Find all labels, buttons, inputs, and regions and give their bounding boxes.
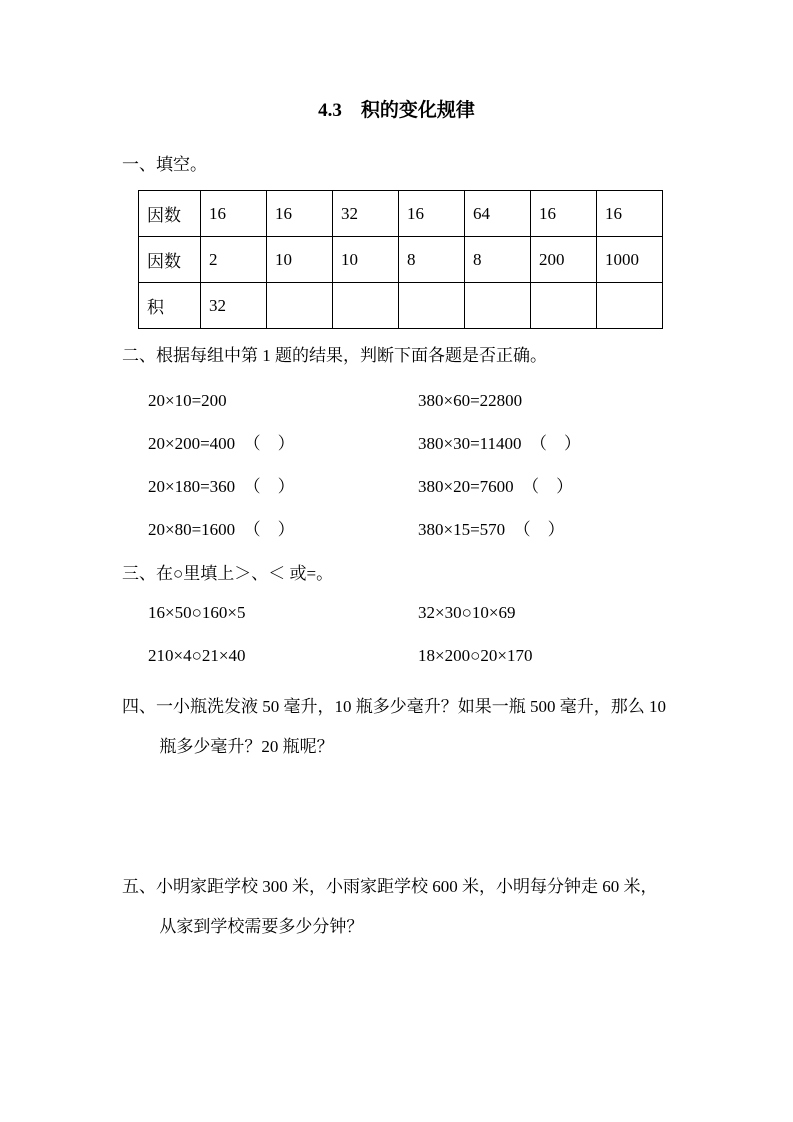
section2-heading: 二、根据每组中第 1 题的结果，判断下面各题是否正确。 xyxy=(122,346,547,365)
table-cell: 16 xyxy=(531,191,597,237)
table-cell xyxy=(399,283,465,329)
section5-text: 五、小明家距学校 300 米，小雨家距学校 600 米，小明每分钟走 60 米，从家到学校需要多少分钟？ xyxy=(122,877,658,936)
table-cell xyxy=(597,283,663,329)
comparison: 32×30○10×69 xyxy=(418,603,516,622)
table-row xyxy=(139,283,663,329)
equation: 380×15=570 （ ） xyxy=(418,520,565,539)
equation: 380×30=11400 （ ） xyxy=(418,434,582,453)
comparison: 16×50○160×5 xyxy=(148,603,246,622)
table-cell xyxy=(267,283,333,329)
section4-text: 四、一小瓶洗发液 50 毫升，10 瓶多少毫升？如果一瓶 500 毫升，那么 10 瓶多少毫升？20 瓶呢？ xyxy=(122,697,666,756)
table-cell xyxy=(465,283,531,329)
table-cell: 10 xyxy=(267,237,333,283)
comparison-row xyxy=(122,591,671,634)
comparison-row xyxy=(122,634,671,677)
table-cell: 8 xyxy=(399,237,465,283)
section3-comparisons xyxy=(122,591,671,677)
equation: 380×20=7600 （ ） xyxy=(418,477,574,496)
section3-heading: 三、在○里填上＞、＜ 或=。 xyxy=(122,564,334,583)
table-cell: 32 xyxy=(201,283,267,329)
section1-heading: 一、填空。 xyxy=(122,155,207,174)
table-cell xyxy=(333,283,399,329)
equation: 20×200=400 （ ） xyxy=(148,434,295,453)
table-cell: 1000 xyxy=(597,237,663,283)
table-cell: 200 xyxy=(531,237,597,283)
equation-row xyxy=(122,379,671,422)
table-row xyxy=(139,237,663,283)
table-cell: 8 xyxy=(465,237,531,283)
table-cell: 10 xyxy=(333,237,399,283)
table-cell: 16 xyxy=(597,191,663,237)
equation-row xyxy=(122,465,671,508)
table-cell: 16 xyxy=(399,191,465,237)
fill-in-table xyxy=(138,190,663,329)
comparison: 18×200○20×170 xyxy=(418,646,533,665)
equation: 20×80=1600 （ ） xyxy=(148,520,295,539)
equation-row xyxy=(122,508,671,551)
section2-equations xyxy=(122,379,671,551)
comparison: 210×4○21×40 xyxy=(148,646,246,665)
table-cell: 32 xyxy=(333,191,399,237)
row-label: 因数 xyxy=(139,237,201,283)
table-cell: 64 xyxy=(465,191,531,237)
equation: 380×60=22800 xyxy=(418,391,523,410)
table-row xyxy=(139,191,663,237)
equation: 20×10=200 xyxy=(148,391,227,410)
row-label: 因数 xyxy=(139,191,201,237)
table-cell: 2 xyxy=(201,237,267,283)
table-cell: 16 xyxy=(201,191,267,237)
table-cell: 16 xyxy=(267,191,333,237)
equation-row xyxy=(122,422,671,465)
table-cell xyxy=(531,283,597,329)
equation: 20×180=360 （ ） xyxy=(148,477,295,496)
page-title: 4.3 积的变化规律 xyxy=(318,100,475,121)
row-label: 积 xyxy=(139,283,201,329)
